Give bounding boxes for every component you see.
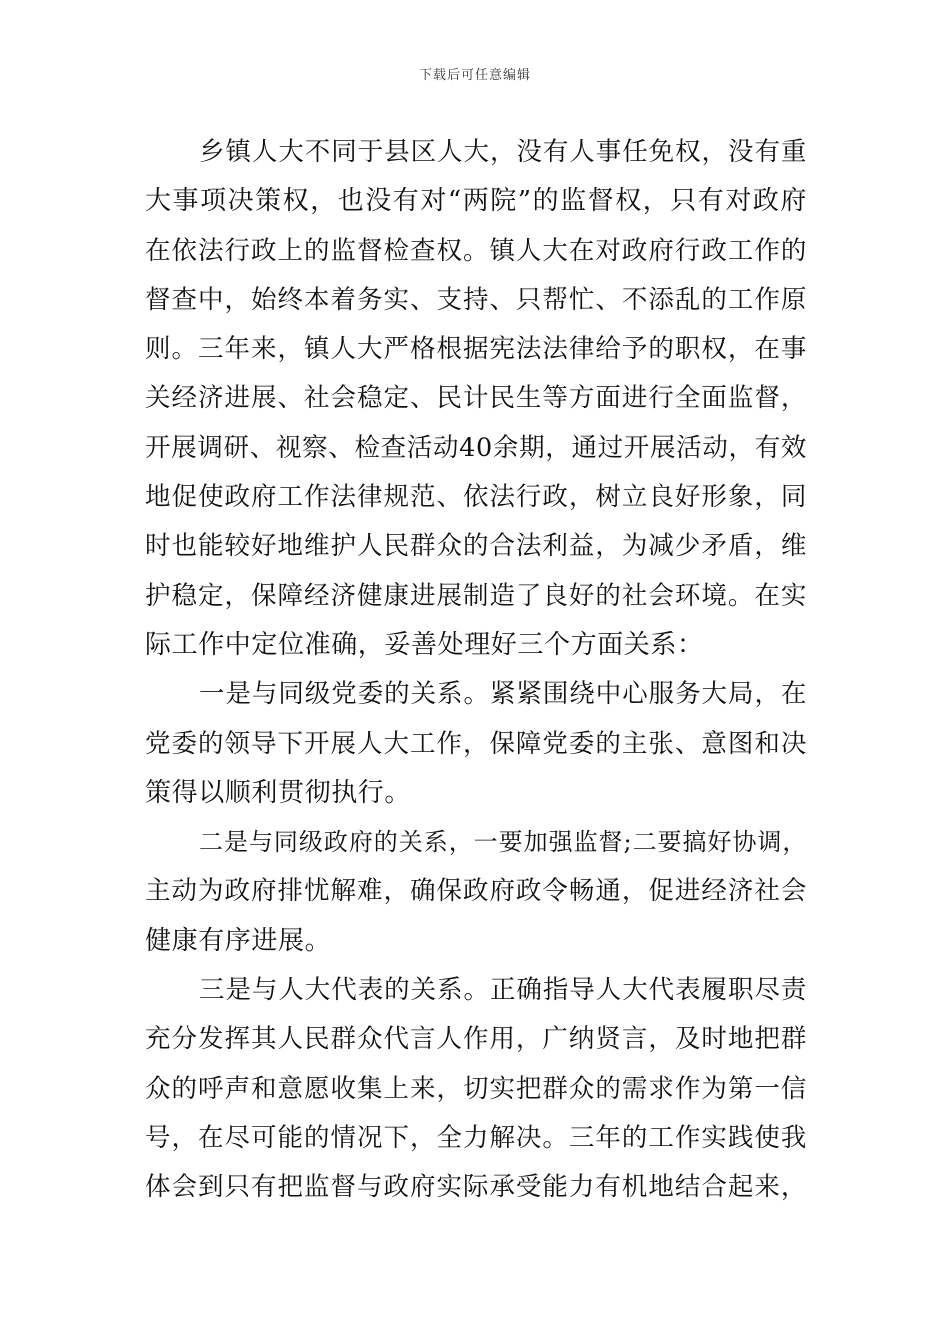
text-line: 充分发挥其人民群众代言人作用，广纳贤言，及时地把群: [145, 1024, 807, 1055]
text-line: 护稳定，保障经济健康进展制造了良好的社会环境。在实: [145, 580, 807, 611]
text-line: 主动为政府排忧解难，确保政府政令畅通，促进经济社会: [145, 876, 807, 907]
text-line: 党委的领导下开展人大工作，保障党委的主张、意图和决: [145, 728, 807, 759]
text-line: 健康有序进展。: [145, 925, 332, 956]
text-line: 一是与同级党委的关系。紧紧围绕中心服务大局，在: [199, 679, 807, 710]
text-line: 三是与人大代表的关系。正确指导人大代表履职尽责: [199, 975, 807, 1006]
text-line: 大事项决策权，也没有对“两院”的监督权，只有对政府: [145, 186, 807, 217]
text-line: 则。三年来，镇人大严格根据宪法法律给予的职权，在事: [145, 334, 807, 365]
text-line: 乡镇人大不同于县区人大，没有人事任免权，没有重: [199, 137, 807, 167]
text-line: 在依法行政上的监督检查权。镇人大在对政府行政工作的: [145, 235, 807, 266]
text-line: 号，在尽可能的情况下，全力解决。三年的工作实践使我: [145, 1122, 807, 1153]
text-line: 开展调研、视察、检查活动40余期，通过开展活动，有效: [145, 432, 807, 463]
text-line: 体会到只有把监督与政府实际承受能力有机地结合起来，: [145, 1172, 807, 1203]
text-line: 二是与同级政府的关系，一要加强监督;二要搞好协调，: [199, 828, 807, 857]
page-header: 下载后可任意编辑: [418, 68, 531, 83]
text-line: 督查中，始终本着务实、支持、只帮忙、不添乱的工作原: [145, 284, 807, 315]
text-line: 时也能较好地维护人民群众的合法利益，为减少矛盾，维: [145, 531, 807, 562]
body-text: [145, 128, 807, 1213]
text-line: 策得以顺利贯彻执行。: [145, 777, 412, 808]
text-line: 地促使政府工作法律规范、依法行政，树立良好形象，同: [145, 482, 807, 513]
text-line: 际工作中定位准确，妥善处理好三个方面关系：: [145, 629, 704, 660]
text-line: 关经济进展、社会稳定、民计民生等方面进行全面监督，: [145, 383, 807, 414]
text-line: 众的呼声和意愿收集上来，切实把群众的需求作为第一信: [145, 1073, 807, 1104]
